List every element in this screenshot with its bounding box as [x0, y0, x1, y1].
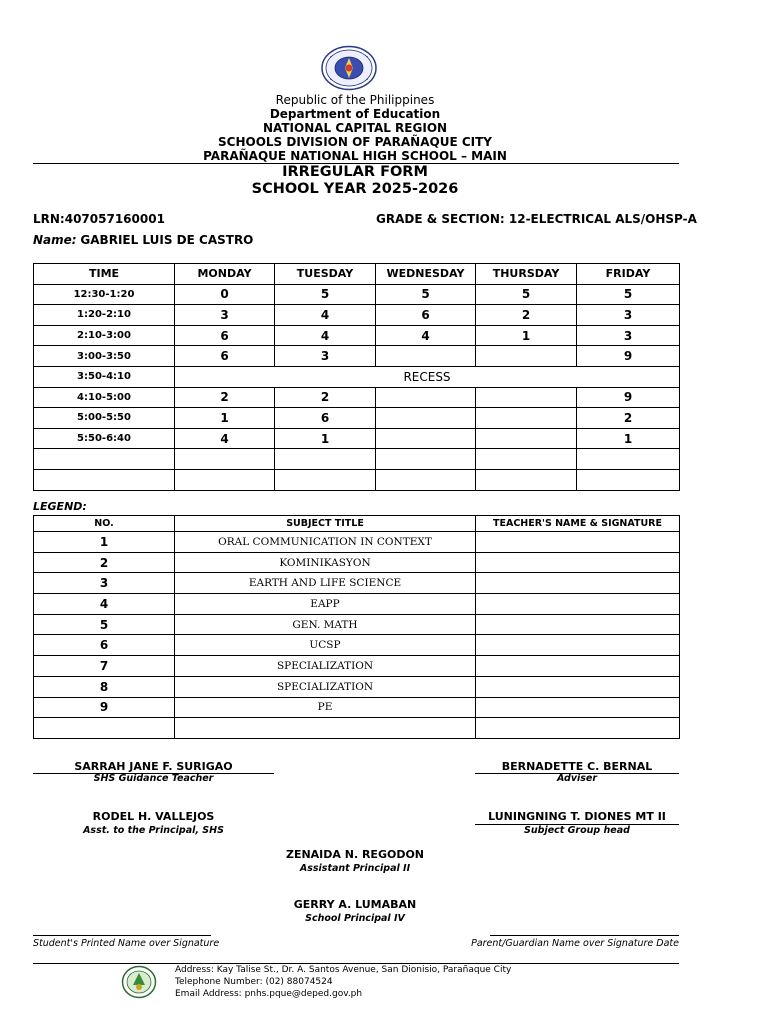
schedule-cell — [476, 346, 577, 367]
schedule-cell — [476, 408, 577, 429]
grade-section: GRADE & SECTION: 12-ELECTRICAL ALS/OHSP-A — [376, 212, 697, 226]
schedule-cell: 2 — [275, 387, 376, 408]
guidance-teacher-name: SARRAH JANE F. SURIGAO — [74, 760, 233, 773]
schedule-cell: 5 — [577, 284, 680, 305]
legend-subject: ORAL COMMUNICATION IN CONTEXT — [175, 532, 476, 553]
time-cell: 2:10-3:00 — [34, 325, 175, 346]
adviser-name: BERNADETTE C. BERNAL — [501, 760, 653, 773]
time-cell: 12:30-1:20 — [34, 284, 175, 305]
legend-no: 3 — [34, 573, 175, 594]
student-name: GABRIEL LUIS DE CASTRO — [80, 233, 254, 247]
schedule-row-recess — [34, 366, 680, 387]
schedule-cell: 3 — [577, 305, 680, 326]
legend-teacher — [476, 635, 680, 656]
schedule-cell: 2 — [175, 387, 275, 408]
schedule-cell: 4 — [275, 305, 376, 326]
schedule-row — [34, 325, 680, 346]
time-cell: 3:50-4:10 — [34, 366, 175, 387]
col-subject-title: SUBJECT TITLE — [175, 516, 476, 532]
region-line: NATIONAL CAPITAL REGION — [262, 121, 448, 135]
legend-teacher — [476, 656, 680, 677]
schedule-row — [34, 387, 680, 408]
schedule-cell — [175, 449, 275, 470]
legend-subject: UCSP — [175, 635, 476, 656]
student-signature-caption: Student's Printed Name over Signature — [33, 938, 220, 949]
time-cell: 1:20-2:10 — [34, 305, 175, 326]
legend-subject: EARTH AND LIFE SCIENCE — [175, 573, 476, 594]
schedule-cell: 4 — [175, 428, 275, 449]
schedule-cell: 5 — [376, 284, 476, 305]
time-cell: 3:00-3:50 — [34, 346, 175, 367]
schedule-cell — [577, 449, 680, 470]
legend-row — [34, 552, 680, 573]
footer-rule — [33, 963, 679, 964]
col-wednesday: WEDNESDAY — [376, 264, 476, 285]
school-principal-name: GERRY A. LUMABAN — [293, 898, 417, 911]
legend-subject: SPECIALIZATION — [175, 656, 476, 677]
legend-teacher — [476, 697, 680, 718]
schedule-cell: 3 — [275, 346, 376, 367]
legend-subject: GEN. MATH — [175, 614, 476, 635]
schedule-cell — [476, 387, 577, 408]
assistant-principal-role: Assistant Principal II — [299, 863, 411, 874]
legend-no: 7 — [34, 656, 175, 677]
schedule-cell: 5 — [476, 284, 577, 305]
schedule-cell — [476, 449, 577, 470]
col-friday: FRIDAY — [577, 264, 680, 285]
col-no: NO. — [34, 516, 175, 532]
schedule-cell — [275, 449, 376, 470]
legend-no: 1 — [34, 532, 175, 553]
col-teacher-signature: TEACHER'S NAME & SIGNATURE — [476, 516, 680, 532]
legend-row-empty — [34, 718, 680, 739]
footer-telephone: Telephone Number: (02) 88074524 — [175, 977, 333, 987]
col-time: TIME — [34, 264, 175, 285]
legend-subject: PE — [175, 697, 476, 718]
legend-row — [34, 594, 680, 615]
school-principal-role: School Principal IV — [305, 913, 405, 924]
schedule-cell: 3 — [175, 305, 275, 326]
schedule-cell — [376, 346, 476, 367]
legend-no: 8 — [34, 676, 175, 697]
time-cell: 4:10-5:00 — [34, 387, 175, 408]
adviser-role: Adviser — [556, 773, 598, 784]
schedule-cell — [376, 428, 476, 449]
legend-no: 9 — [34, 697, 175, 718]
guidance-teacher-role: SHS Guidance Teacher — [93, 773, 214, 784]
legend-teacher — [476, 718, 680, 739]
parent-signature-caption: Parent/Guardian Name over Signature Date — [471, 938, 679, 949]
schedule-cell: 4 — [275, 325, 376, 346]
schedule-cell: 3 — [577, 325, 680, 346]
schedule-cell — [34, 469, 175, 490]
name-label: Name: — [33, 233, 77, 247]
schedule-cell — [577, 469, 680, 490]
legend-teacher — [476, 614, 680, 635]
legend-row — [34, 635, 680, 656]
parent-signature-line — [490, 935, 679, 936]
footer-address: Address: Kay Talise St., Dr. A. Santos Avenue, San Dionisio, Parañaque City — [175, 965, 512, 975]
schedule-cell — [34, 449, 175, 470]
schedule-cell: 0 — [175, 284, 275, 305]
col-tuesday: TUESDAY — [275, 264, 376, 285]
form-title: IRREGULAR FORM — [282, 164, 428, 180]
legend-teacher — [476, 676, 680, 697]
legend-row — [34, 697, 680, 718]
schedule-cell — [275, 469, 376, 490]
schedule-cell — [175, 469, 275, 490]
legend-no: 5 — [34, 614, 175, 635]
schedule-cell: 1 — [476, 325, 577, 346]
schedule-table — [33, 263, 680, 491]
legend-subject: SPECIALIZATION — [175, 676, 476, 697]
republic-line: Republic of the Philippines — [275, 93, 435, 107]
legend-subject — [175, 718, 476, 739]
time-cell: 5:00-5:50 — [34, 408, 175, 429]
schedule-cell: 4 — [376, 325, 476, 346]
col-thursday: THURSDAY — [476, 264, 577, 285]
legend-row — [34, 573, 680, 594]
footer-email: Email Address: pnhs.pque@deped.gov.ph — [175, 989, 363, 999]
legend-row — [34, 656, 680, 677]
student-signature-line — [33, 935, 211, 936]
schedule-cell: 1 — [175, 408, 275, 429]
school-seal-logo — [121, 965, 157, 999]
schedule-row-empty — [34, 449, 680, 470]
legend-teacher — [476, 552, 680, 573]
legend-no: 4 — [34, 594, 175, 615]
schedule-cell: 6 — [175, 325, 275, 346]
legend-row — [34, 532, 680, 553]
legend-title: LEGEND: — [33, 500, 87, 513]
time-cell: 5:50-6:40 — [34, 428, 175, 449]
schedule-cell: 2 — [577, 408, 680, 429]
assistant-principal-name: ZENAIDA N. REGODON — [285, 848, 425, 861]
schedule-row — [34, 408, 680, 429]
schedule-cell: 1 — [275, 428, 376, 449]
col-monday: MONDAY — [175, 264, 275, 285]
schedule-cell: 9 — [577, 346, 680, 367]
legend-row — [34, 614, 680, 635]
school-year: SCHOOL YEAR 2025-2026 — [251, 181, 459, 197]
legend-teacher — [476, 594, 680, 615]
schedule-cell: 2 — [476, 305, 577, 326]
schedule-row — [34, 346, 680, 367]
asst-principal-shs-name: RODEL H. VALLEJOS — [92, 810, 215, 823]
department-line: Department of Education — [269, 107, 441, 121]
legend-row — [34, 676, 680, 697]
schedule-cell: 1 — [577, 428, 680, 449]
schedule-cell: 5 — [275, 284, 376, 305]
legend-no: 6 — [34, 635, 175, 656]
legend-table — [33, 515, 680, 739]
schedule-cell — [376, 449, 476, 470]
student-name-row — [33, 233, 253, 247]
schedule-cell: 9 — [577, 387, 680, 408]
legend-no — [34, 718, 175, 739]
schedule-cell — [376, 469, 476, 490]
recess-cell: RECESS — [175, 366, 680, 387]
schedule-row — [34, 305, 680, 326]
legend-teacher — [476, 573, 680, 594]
schedule-cell: 6 — [376, 305, 476, 326]
division-line: SCHOOLS DIVISION OF PARAÑAQUE CITY — [218, 135, 492, 149]
schedule-cell: 6 — [275, 408, 376, 429]
schedule-cell — [476, 469, 577, 490]
legend-no: 2 — [34, 552, 175, 573]
schedule-row — [34, 284, 680, 305]
group-head-role: Subject Group head — [524, 825, 630, 836]
schedule-cell — [376, 387, 476, 408]
legend-header-row — [34, 516, 680, 532]
lrn: LRN:407057160001 — [33, 212, 165, 226]
school-line: PARAÑAQUE NATIONAL HIGH SCHOOL – MAIN — [203, 149, 507, 163]
schedule-header-row — [34, 264, 680, 285]
schedule-cell — [476, 428, 577, 449]
asst-principal-shs-role: Asst. to the Principal, SHS — [83, 825, 224, 836]
legend-subject: EAPP — [175, 594, 476, 615]
schedule-cell — [376, 408, 476, 429]
schedule-row-empty — [34, 469, 680, 490]
schedule-cell: 6 — [175, 346, 275, 367]
group-head-name: LUNINGNING T. DIONES MT II — [488, 810, 666, 823]
schedule-row — [34, 428, 680, 449]
legend-subject: KOMINIKASYON — [175, 552, 476, 573]
legend-teacher — [476, 532, 680, 553]
deped-seal-logo — [320, 45, 378, 91]
